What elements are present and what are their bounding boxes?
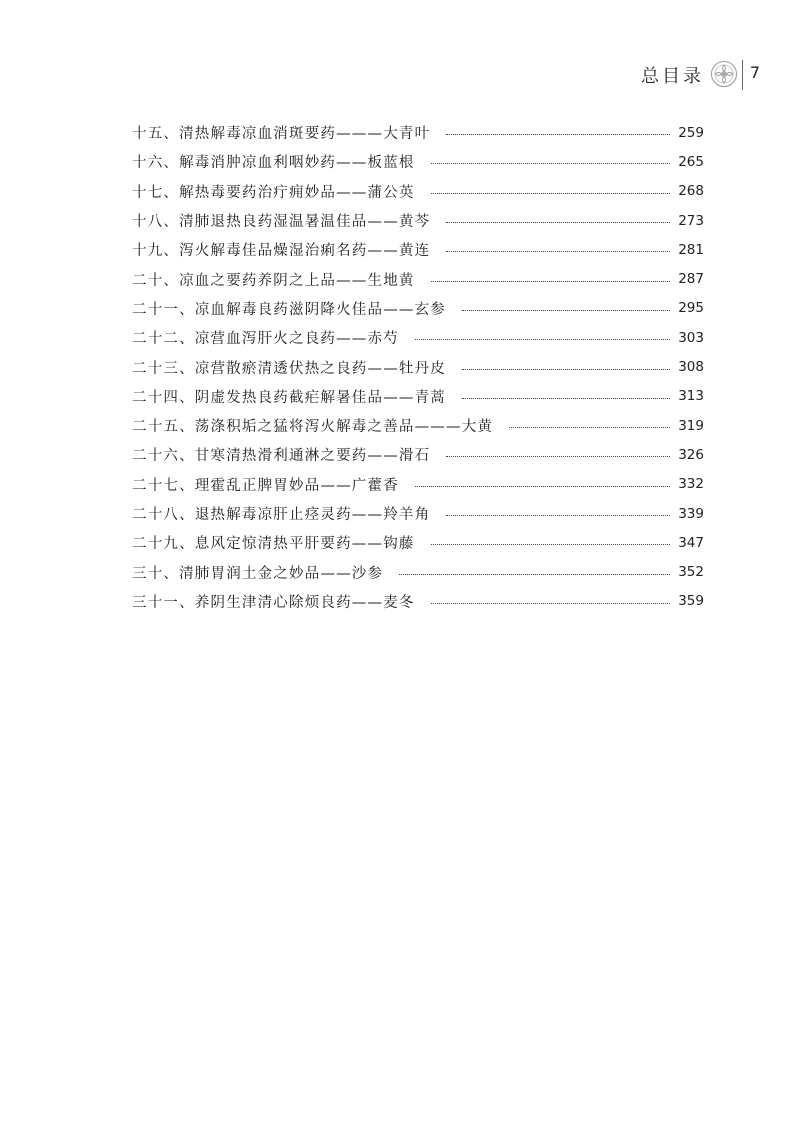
floral-ornament-icon <box>710 60 738 88</box>
toc-dot-leader <box>431 281 670 282</box>
toc-entry-page: 339 <box>678 505 704 522</box>
toc-entry-title: 十七、解热毒要药治疔痈妙品——蒲公英 <box>132 184 415 201</box>
toc-entry-page: 268 <box>678 183 704 200</box>
toc-dot-leader <box>446 251 670 252</box>
toc-dot-leader <box>462 310 670 311</box>
toc-entry-title: 十八、清肺退热良药湿温暑温佳品——黄芩 <box>132 214 431 231</box>
toc-entry-title: 二十八、退热解毒凉肝止痉灵药——羚羊角 <box>132 507 431 523</box>
toc-entry-page: 295 <box>678 300 704 317</box>
toc-entry-page: 281 <box>678 241 704 258</box>
toc-entry-page: 332 <box>678 476 704 493</box>
toc-entry[interactable] <box>132 587 704 616</box>
toc-entry-title: 二十六、甘寒清热滑利通淋之要药——滑石 <box>132 448 431 465</box>
toc-entry-title: 二十一、凉血解毒良药滋阴降火佳品——玄参 <box>132 301 446 318</box>
toc-dot-leader <box>446 222 670 223</box>
toc-entry-page: 359 <box>678 593 704 610</box>
toc-entry[interactable] <box>132 235 704 264</box>
toc-dot-leader <box>415 339 670 340</box>
toc-entry-page: 313 <box>678 388 704 405</box>
toc-entry[interactable] <box>132 528 704 557</box>
toc-entry-title: 二十四、阴虚发热良药截疟解暑佳品——青蒿 <box>132 389 446 406</box>
toc-entry-title: 二十七、理霍乱正脾胃妙品——广藿香 <box>132 477 399 494</box>
toc-entry-page: 303 <box>678 329 704 346</box>
toc-entry-page: 287 <box>678 271 704 288</box>
toc-entry[interactable] <box>132 470 704 499</box>
toc-dot-leader <box>446 134 670 135</box>
toc-entry-title: 二十九、息风定惊清热平肝要药——钩藤 <box>132 536 415 553</box>
running-header <box>0 60 800 92</box>
toc-entry-title: 二十三、凉营散瘀清透伏热之良药——牡丹皮 <box>132 360 446 377</box>
toc-entry-title: 十六、解毒消肿凉血利咽妙药——板蓝根 <box>132 155 415 172</box>
toc-dot-leader <box>399 574 670 575</box>
toc-entry[interactable] <box>132 440 704 469</box>
toc-entry-page: 265 <box>678 153 704 170</box>
toc-entry[interactable] <box>132 382 704 411</box>
toc-entry[interactable] <box>132 294 704 323</box>
toc-entry[interactable] <box>132 352 704 381</box>
toc-entry[interactable] <box>132 147 704 176</box>
toc-entry[interactable] <box>132 411 704 440</box>
toc-entry-page: 326 <box>678 446 704 463</box>
toc-entry[interactable] <box>132 206 704 235</box>
toc-entry-page: 319 <box>678 417 704 434</box>
page-number: 7 <box>749 63 760 82</box>
toc-entry[interactable] <box>132 323 704 352</box>
toc-entry-title: 十九、泻火解毒佳品燥湿治痢名药——黄连 <box>132 243 431 260</box>
toc-entry-page: 308 <box>678 359 704 376</box>
toc-dot-leader <box>462 369 670 370</box>
toc-entry[interactable] <box>132 264 704 293</box>
toc-dot-leader <box>431 163 670 164</box>
toc-entry-title: 三十、清肺胃润土金之妙品——沙参 <box>132 565 384 582</box>
header-divider <box>742 60 743 90</box>
toc-entry-title: 二十五、荡涤积垢之猛将泻火解毒之善品———大黄 <box>132 419 494 436</box>
toc-entry-page: 259 <box>678 124 704 141</box>
toc-dot-leader <box>446 456 670 457</box>
toc-entry[interactable] <box>132 177 704 206</box>
toc-entry-title: 二十二、凉营血泻肝火之良药——赤芍 <box>132 331 399 348</box>
toc-dot-leader <box>431 603 670 604</box>
toc-entry-page: 352 <box>678 564 704 581</box>
toc-entry-page: 347 <box>678 534 704 551</box>
toc-dot-leader <box>509 427 670 428</box>
toc-dot-leader <box>431 544 670 545</box>
toc-entry-page: 273 <box>678 212 704 229</box>
toc-dot-leader <box>431 193 670 194</box>
toc-entry[interactable] <box>132 499 704 528</box>
toc-dot-leader <box>415 486 670 487</box>
toc-entry-title: 三十一、养阴生津清心除烦良药——麦冬 <box>132 594 415 611</box>
running-header-title: 总目录 <box>641 66 704 87</box>
toc-dot-leader <box>446 515 670 516</box>
toc-dot-leader <box>462 398 670 399</box>
toc-entry[interactable] <box>132 118 704 147</box>
toc-entry-title: 二十、凉血之要药养阴之上品——生地黄 <box>132 272 415 289</box>
table-of-contents <box>132 118 704 616</box>
toc-entry-title: 十五、清热解毒凉血消斑要药———大青叶 <box>132 126 431 143</box>
toc-entry[interactable] <box>132 557 704 586</box>
